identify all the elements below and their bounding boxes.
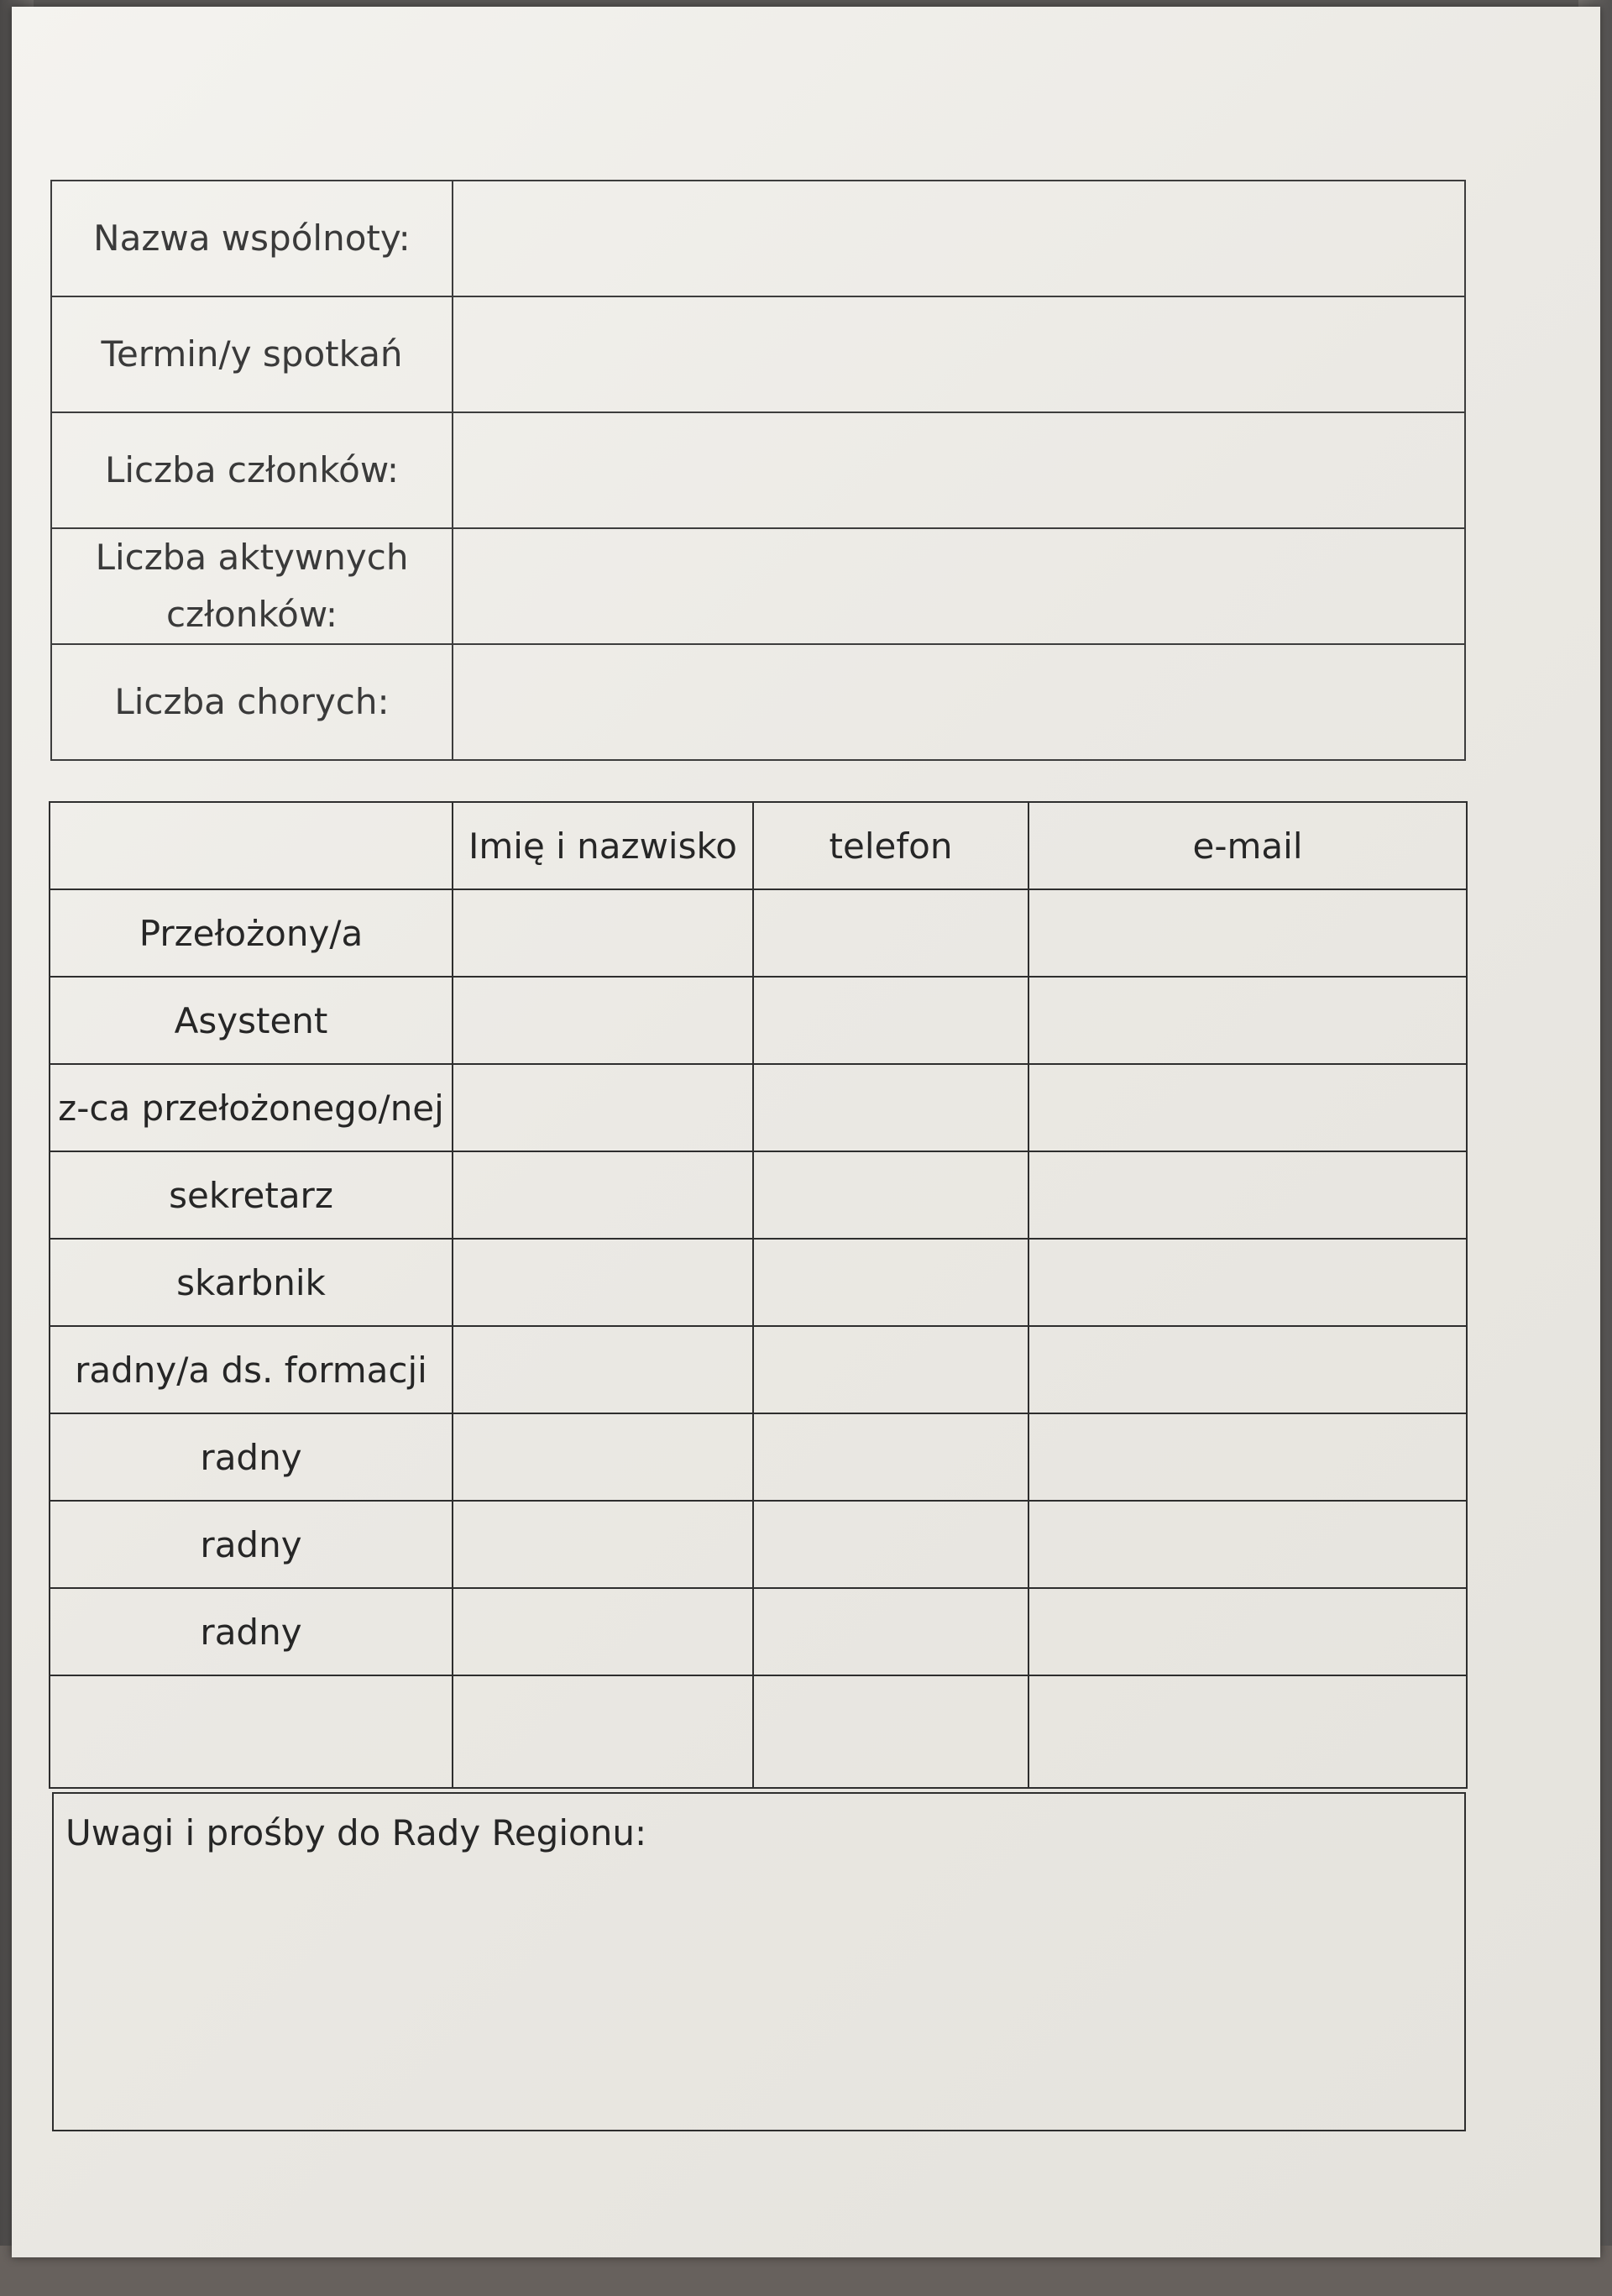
roster-name-field[interactable] [453,1675,753,1788]
roster-email-field[interactable] [1028,977,1467,1064]
roster-email-field[interactable] [1028,1239,1467,1326]
roster-name-field[interactable] [453,889,753,977]
roster-phone-field[interactable] [753,1326,1028,1413]
roster-phone-field[interactable] [753,1239,1028,1326]
roster-phone-field[interactable] [753,1501,1028,1588]
roster-role-label: Przełożony/a [50,889,453,977]
roster-table [49,801,1468,1789]
info-value-field[interactable] [453,412,1465,528]
table-row [50,1064,1467,1151]
roster-phone-field[interactable] [753,1413,1028,1501]
roster-name-field[interactable] [453,1588,753,1675]
remarks-label: Uwagi i prośby do Rady Regionu: [65,1812,647,1853]
roster-email-field[interactable] [1028,1675,1467,1788]
roster-phone-field[interactable] [753,1064,1028,1151]
info-label: Liczba aktywnych członków: [51,528,453,644]
roster-name-field[interactable] [453,1151,753,1239]
info-value-field[interactable] [453,181,1465,296]
roster-email-field[interactable] [1028,1588,1467,1675]
roster-email-field[interactable] [1028,1326,1467,1413]
table-row [50,1326,1467,1413]
roster-email-field[interactable] [1028,1501,1467,1588]
roster-header-phone: telefon [753,802,1028,889]
table-row [50,889,1467,977]
table-row [50,1675,1467,1788]
roster-header-row [50,802,1467,889]
info-value-field[interactable] [453,296,1465,412]
roster-phone-field[interactable] [753,1675,1028,1788]
info-row-sick-count [51,644,1465,760]
roster-name-field[interactable] [453,1064,753,1151]
table-row [50,1413,1467,1501]
roster-role-field[interactable] [50,1675,453,1788]
roster-header-email: e-mail [1028,802,1467,889]
table-row [50,1501,1467,1588]
info-label: Termin/y spotkań [51,296,453,412]
roster-email-field[interactable] [1028,1064,1467,1151]
roster-email-field[interactable] [1028,1151,1467,1239]
info-label: Nazwa wspólnoty: [51,181,453,296]
roster-phone-field[interactable] [753,889,1028,977]
info-row-active-member-count [51,528,1465,644]
community-info-table [50,180,1466,761]
roster-role-label: z-ca przełożonego/nej [50,1064,453,1151]
roster-phone-field[interactable] [753,1588,1028,1675]
roster-role-label: radny/a ds. formacji [50,1326,453,1413]
info-row-member-count [51,412,1465,528]
table-row [50,1588,1467,1675]
roster-name-field[interactable] [453,1239,753,1326]
roster-name-field[interactable] [453,1501,753,1588]
roster-email-field[interactable] [1028,889,1467,977]
roster-role-label: skarbnik [50,1239,453,1326]
roster-phone-field[interactable] [753,1151,1028,1239]
info-value-field[interactable] [453,528,1465,644]
roster-header-role [50,802,453,889]
info-label: Liczba chorych: [51,644,453,760]
table-row [50,1239,1467,1326]
roster-role-label: Asystent [50,977,453,1064]
info-label: Liczba członków: [51,412,453,528]
info-row-meeting-dates [51,296,1465,412]
roster-header-name: Imię i nazwisko [453,802,753,889]
info-value-field[interactable] [453,644,1465,760]
roster-role-label: radny [50,1588,453,1675]
roster-name-field[interactable] [453,1413,753,1501]
roster-role-label: radny [50,1413,453,1501]
roster-role-label: sekretarz [50,1151,453,1239]
table-row [50,1151,1467,1239]
remarks-box[interactable] [52,1792,1466,2131]
paper-sheet [12,7,1600,2257]
roster-email-field[interactable] [1028,1413,1467,1501]
roster-role-label: radny [50,1501,453,1588]
table-row [50,977,1467,1064]
roster-name-field[interactable] [453,1326,753,1413]
roster-phone-field[interactable] [753,977,1028,1064]
info-row-community-name [51,181,1465,296]
roster-name-field[interactable] [453,977,753,1064]
